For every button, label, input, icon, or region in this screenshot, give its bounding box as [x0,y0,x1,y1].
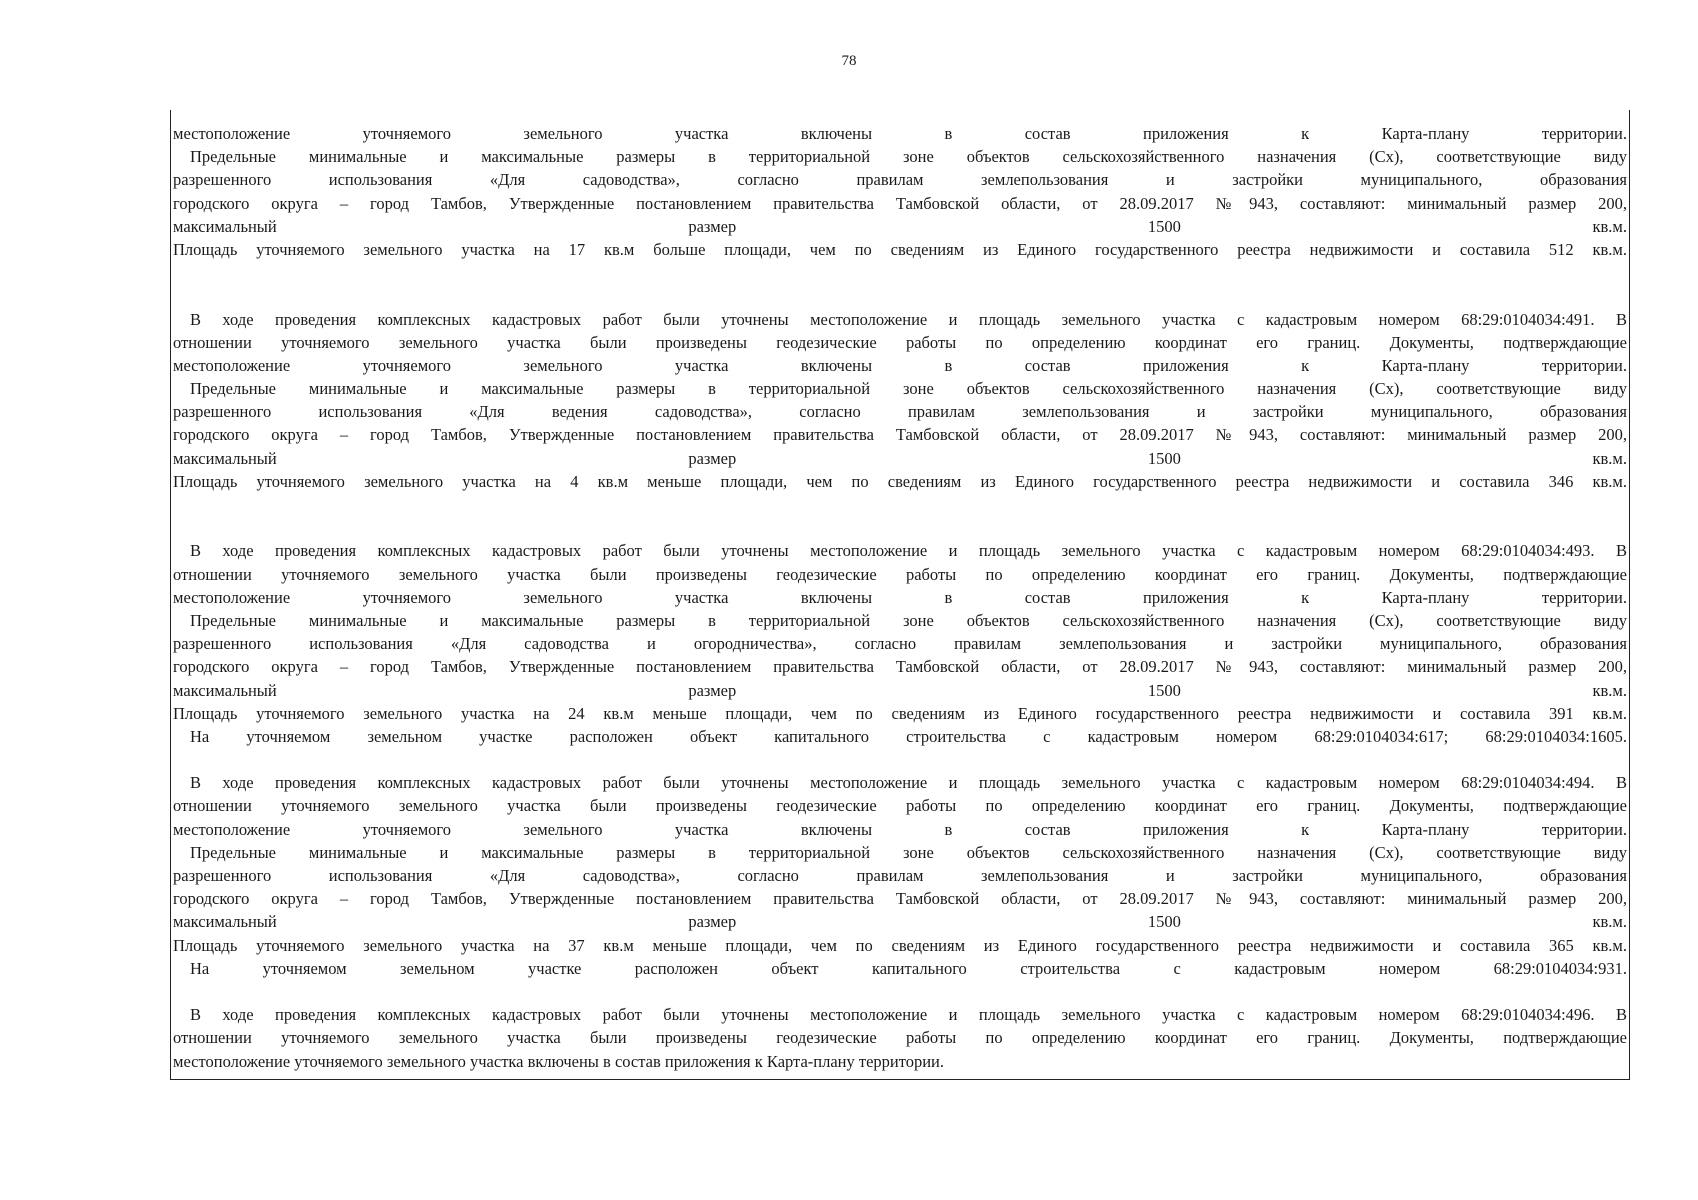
text-line: разрешенного использования «Для садоводства», согласно правилам землепользования и застройки муниципального, образования [173,866,1627,886]
document-body [173,122,1627,1073]
text-line: отношении уточняемого земельного участка были произведены геодезические работы по определению координат его границ. Документы, подтверждающие [173,1028,1627,1048]
text-line: местоположение уточняемого земельного участка включены в состав приложения к Карта-плану территории. [173,819,1627,839]
text-line: разрешенного использования «Для садоводства», согласно правилам землепользования и застройки муниципального, образования [173,170,1627,190]
text-line: На уточняемом земельном участке расположен объект капитального строительства с кадастровым номером 68:29:0104034:617; 68:29:0104034:1605. [190,726,1627,746]
text-line: городского округа – город Тамбов, Утвержденные постановлением правительства Тамбовской области, от 28.09.2017 №943, составляют: минимальный размер 200, [173,657,1627,677]
text-line: максимальный размер 1500 кв.м. [173,680,1627,700]
text-line: В ходе проведения комплексных кадастровых работ были уточнены местоположение и площадь земельного участка с кадастровым номером 68:29:0104034:494. В [190,773,1627,793]
text-line: отношении уточняемого земельного участка были произведены геодезические работы по определению координат его границ. Документы, подтверждающие [173,564,1627,584]
text-line: максимальный размер 1500 кв.м. [173,912,1627,932]
paragraph-spacer [173,493,1627,539]
text-line: Предельные минимальные и максимальные размеры в территориальной зоне объектов сельскохозяйственного назначения (Сх), соответствующие виду [190,842,1627,862]
text-line: местоположение уточняемого земельного участка включены в состав приложения к Карта-плану территории. [173,587,1627,607]
text-frame [170,110,1630,1080]
text-line: разрешенного использования «Для ведения садоводства», согласно правилам землепользования и застройки муниципального, образования [173,402,1627,422]
text-line: Площадь уточняемого земельного участка на 4 кв.м меньше площади, чем по сведениям из Единого государственного реестра недвижимости и составила 346 кв.м. [173,471,1627,491]
text-line: В ходе проведения комплексных кадастровых работ были уточнены местоположение и площадь земельного участка с кадастровым номером 68:29:0104034:496. В [190,1005,1627,1025]
paragraph-spacer [173,980,1627,1003]
text-line: городского округа – город Тамбов, Утвержденные постановлением правительства Тамбовской области, от 28.09.2017 №943, составляют: минимальный размер 200, [173,193,1627,213]
text-line: местоположение уточняемого земельного участка включены в состав приложения к Карта-плану территории. [173,355,1627,375]
text-line: местоположение уточняемого земельного участка включены в состав приложения к Карта-плану территории. [173,124,1627,143]
text-line: В ходе проведения комплексных кадастровых работ были уточнены местоположение и площадь земельного участка с кадастровым номером 68:29:0104034:491. В [190,309,1627,329]
text-line: городского округа – город Тамбов, Утвержденные постановлением правительства Тамбовской области, от 28.09.2017 №943, составляют: минимальный размер 200, [173,889,1627,909]
text-line: Предельные минимальные и максимальные размеры в территориальной зоне объектов сельскохозяйственного назначения (Сх), соответствующие виду [190,379,1627,399]
text-line: отношении уточняемого земельного участка были произведены геодезические работы по определению координат его границ. Документы, подтверждающие [173,332,1627,352]
paragraph-spacer [173,748,1627,771]
text-line: Площадь уточняемого земельного участка на 37 кв.м меньше площади, чем по сведениям из Единого государственного реестра недвижимости и составила 365 кв.м. [173,935,1627,955]
text-line: местоположение уточняемого земельного участка включены в состав приложения к Карта-плану территории. [173,1051,945,1071]
page-number: 78 [841,53,857,69]
text-line: На уточняемом земельном участке расположен объект капитального строительства с кадастровым номером 68:29:0104034:931. [190,958,1627,978]
text-line: Предельные минимальные и максимальные размеры в территориальной зоне объектов сельскохозяйственного назначения (Сх), соответствующие виду [190,610,1627,630]
text-line: Площадь уточняемого земельного участка на 17 кв.м больше площади, чем по сведениям из Единого государственного реестра недвижимости и составила 512 кв.м. [173,239,1627,259]
text-line: городского округа – город Тамбов, Утвержденные постановлением правительства Тамбовской области, от 28.09.2017 №943, составляют: минимальный размер 200, [173,425,1627,445]
text-line: максимальный размер 1500 кв.м. [173,448,1627,468]
text-line: Площадь уточняемого земельного участка на 24 кв.м меньше площади, чем по сведениям из Единого государственного реестра недвижимости и составила 391 кв.м. [173,703,1627,723]
text-line: отношении уточняемого земельного участка были произведены геодезические работы по определению координат его границ. Документы, подтверждающие [173,796,1627,816]
text-line: Предельные минимальные и максимальные размеры в территориальной зоне объектов сельскохозяйственного назначения (Сх), соответствующие виду [190,147,1627,167]
text-line: В ходе проведения комплексных кадастровых работ были уточнены местоположение и площадь земельного участка с кадастровым номером 68:29:0104034:493. В [190,541,1627,561]
text-line: максимальный размер 1500 кв.м. [173,216,1627,236]
paragraph-spacer [173,261,1627,307]
text-line: разрешенного использования «Для садоводства и огородничества», согласно правилам землепользования и застройки муниципального, образования [173,634,1627,654]
